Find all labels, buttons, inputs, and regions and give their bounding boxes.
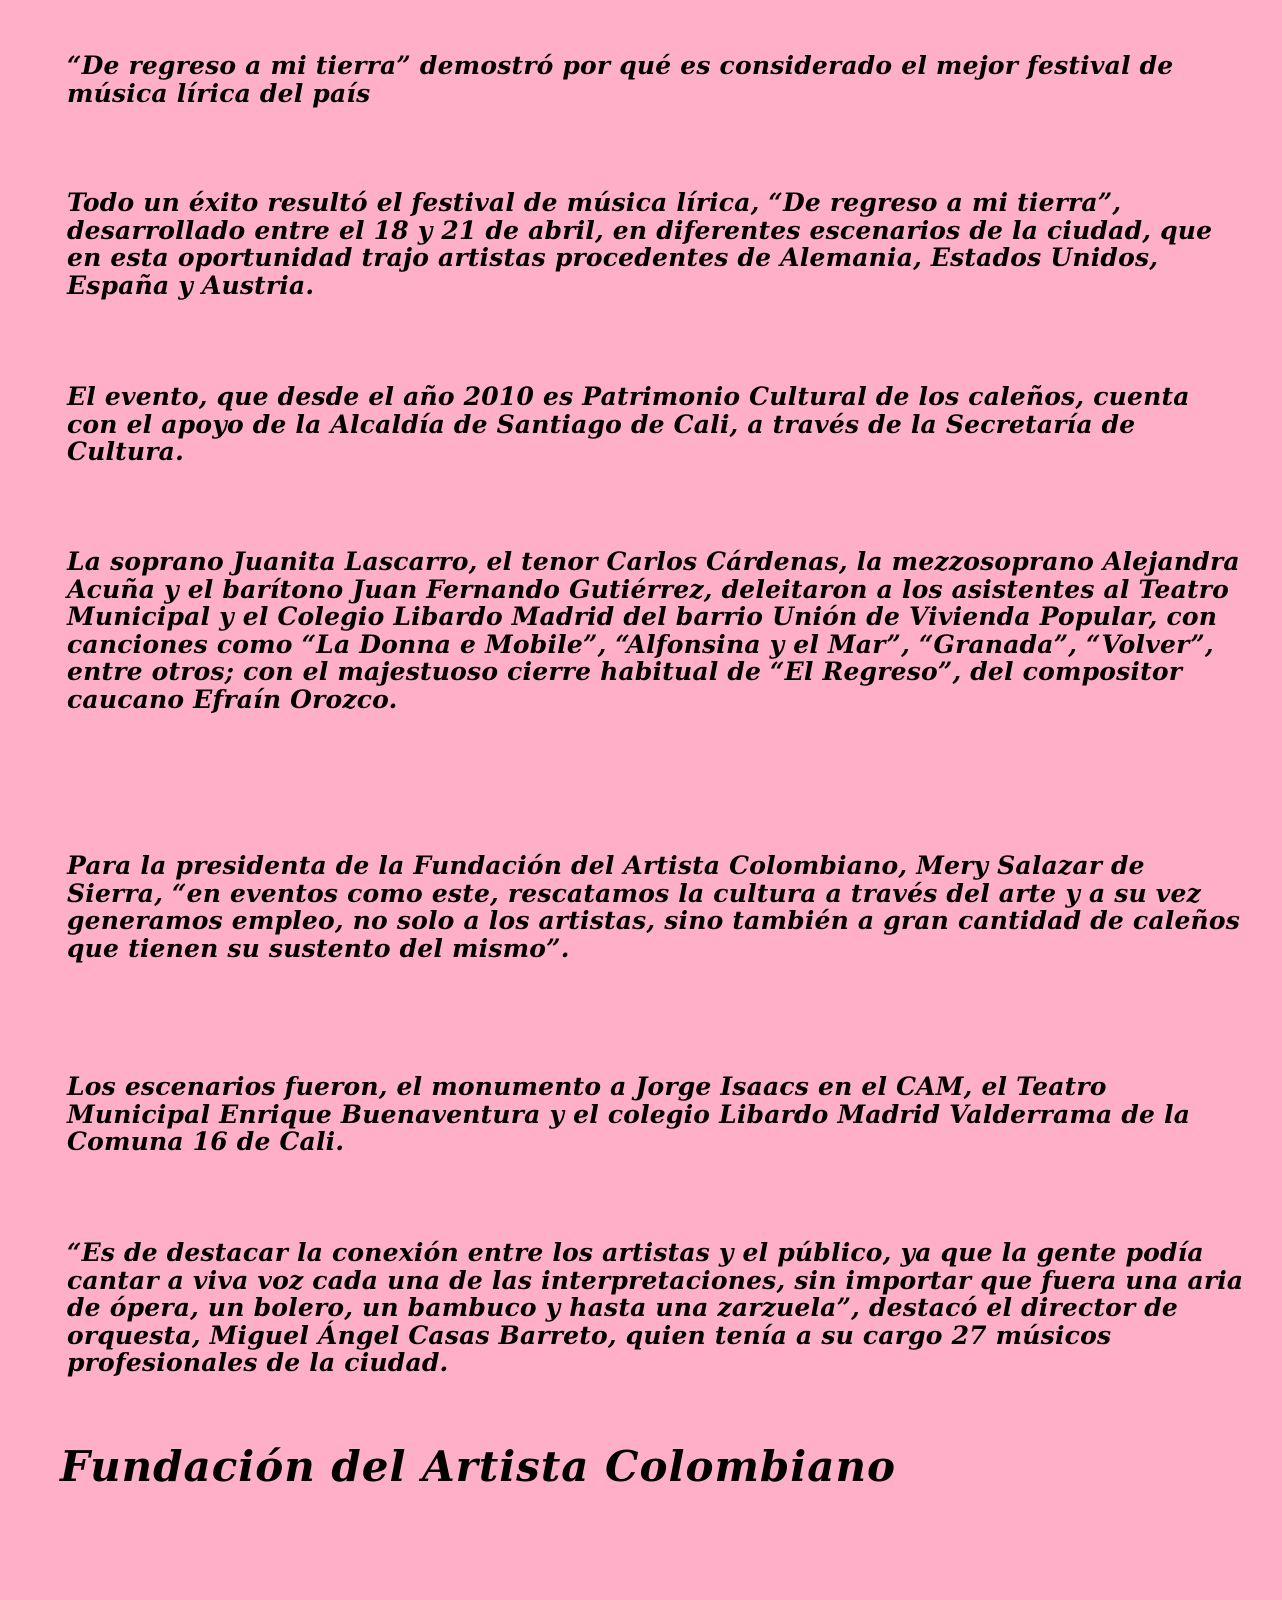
paragraph-performers: La soprano Juanita Lascarro, el tenor Carlos Cárdenas, la mezzosoprano Alejandra Acuña y el barítono Juan Fernando Gutiérrez, deleitaron a los asistentes al Teatro Municipal y el Colegio Libardo Madrid del barrio Unión de Vivienda Popular, con canciones como “La Donna e Mobile”, “Alfonsina y el Mar”, “Granada”, “Volver”, entre otros; con el majestuoso cierre habitual de “El Regreso”, del compositor caucano Efraín Orozco. [67,547,1240,714]
headline: “De regreso a mi tierra” demostró por qué es considerado el mejor festival de música lírica del país [67,51,1174,108]
paragraph-president-quote: Para la presidenta de la Fundación del Artista Colombiano, Mery Salazar de Sierra, “en eventos como este, rescatamos la cultura a través del arte y a su vez generamos empleo, no solo a los artistas, sino también a gran cantidad de caleños que tienen su sustento del mismo”. [67,851,1241,963]
signature-foundation: Fundación del Artista Colombiano [60,1442,896,1491]
paragraph-cultural-heritage: El evento, que desde el año 2010 es Patrimonio Cultural de los caleños, cuenta con el apoyo de la Alcaldía de Santiago de Cali, a través de la Secretaría de Cultura. [67,382,1190,466]
paragraph-venues: Los escenarios fueron, el monumento a Jorge Isaacs en el CAM, el Teatro Municipal Enrique Buenaventura y el colegio Libardo Madrid Valderrama de la Comuna 16 de Cali. [67,1072,1191,1156]
paragraph-director-quote: “Es de destacar la conexión entre los artistas y el público, ya que la gente podía cantar a viva voz cada una de las interpretaciones, sin importar que fuera una aria de ópera, un bolero, un bambuco y hasta una zarzuela”, destacó el director de orquesta, Miguel Ángel Casas Barreto, quien tenía a su cargo 27 músicos profesionales de la ciudad. [67,1238,1244,1377]
paragraph-festival-success: Todo un éxito resultó el festival de música lírica, “De regreso a mi tierra”, desarrollado entre el 18 y 21 de abril, en diferentes escenarios de la ciudad, que en esta oportunidad trajo artistas procedentes de Alemania, Estados Unidos, España y Austria. [67,188,1213,300]
